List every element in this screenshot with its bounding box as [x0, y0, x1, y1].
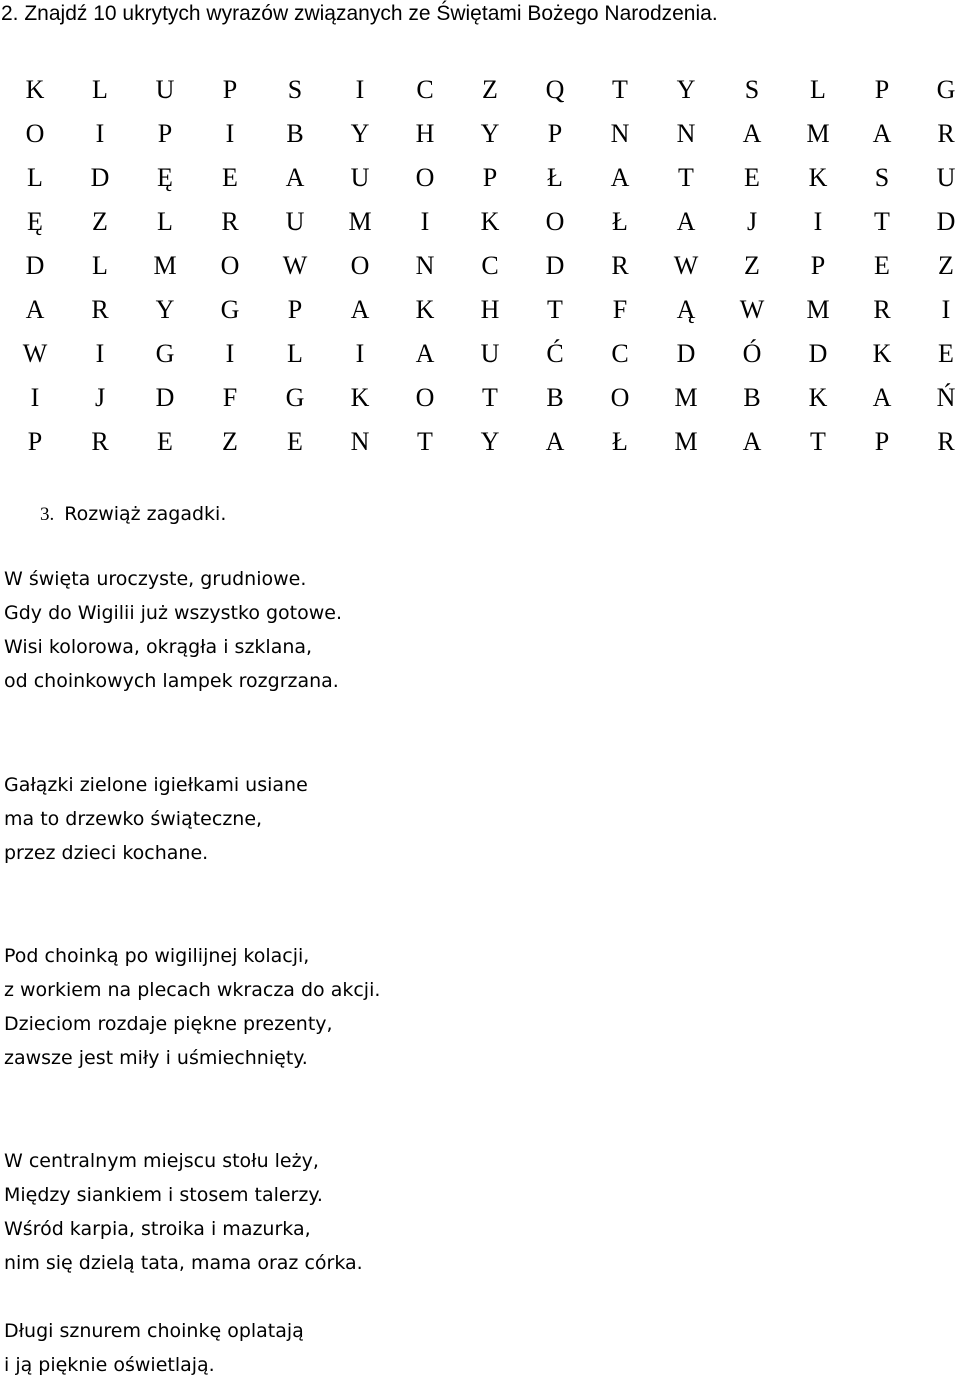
grid-cell: P	[287, 295, 303, 324]
riddle-line: przez dzieci kochane.	[4, 842, 209, 864]
grid-cell: S	[874, 163, 890, 192]
grid-cell: K	[808, 383, 828, 412]
grid-cell: K	[808, 163, 828, 192]
grid-cell: E	[222, 163, 238, 192]
riddle-1	[4, 562, 342, 698]
grid-cell: A	[610, 163, 630, 192]
grid-cell: B	[546, 383, 564, 412]
grid-cell: Ą	[676, 295, 696, 324]
grid-cell: K	[415, 295, 435, 324]
grid-cell: A	[742, 427, 762, 456]
grid-cell: Ó	[742, 339, 762, 368]
riddle-line: W centralnym miejscu stołu leży,	[4, 1150, 319, 1172]
riddle-line: Pod choinką po wigilijnej kolacji,	[4, 945, 310, 967]
grid-cell: R	[91, 427, 109, 456]
grid-cell: E	[157, 427, 173, 456]
grid-cell: W	[673, 251, 699, 280]
grid-cell: Ę	[157, 163, 173, 192]
grid-cell: D	[90, 163, 110, 192]
grid-cell: J	[94, 383, 106, 412]
grid-cell: Q	[545, 75, 565, 104]
task-2-title: 2. Znajdź 10 ukrytych wyrazów związanych ze Świętami Bożego Narodzenia.	[1, 2, 718, 25]
grid-cell: P	[482, 163, 498, 192]
grid-cell: A	[285, 163, 305, 192]
grid-cell: B	[286, 119, 304, 148]
riddle-line: Wśród karpia, stroika i mazurka,	[4, 1218, 311, 1240]
grid-cell: U	[155, 75, 175, 104]
grid-cell: D	[25, 251, 45, 280]
riddle-line: Dzieciom rozdaje piękne prezenty,	[4, 1013, 333, 1035]
grid-cell: O	[25, 119, 45, 148]
grid-cell: Z	[222, 427, 238, 456]
grid-cell: Y	[676, 75, 696, 104]
grid-cell: A	[676, 207, 696, 236]
grid-cell: H	[415, 119, 435, 148]
grid-cell: K	[872, 339, 892, 368]
riddle-line: Długi sznurem choinkę oplatają	[4, 1320, 304, 1342]
grid-cell: Y	[155, 295, 175, 324]
grid-cell: U	[285, 207, 305, 236]
riddle-2	[4, 768, 308, 870]
grid-cell: L	[92, 75, 108, 104]
grid-cell: Y	[480, 427, 500, 456]
grid-cell: Ć	[546, 339, 564, 368]
grid-cell: C	[481, 251, 499, 280]
task-3-number: 3.	[40, 504, 55, 525]
riddle-line: Między siankiem i stosem talerzy.	[4, 1184, 323, 1206]
grid-cell: L	[92, 251, 108, 280]
grid-cell: N	[610, 119, 630, 148]
grid-cell: T	[874, 207, 890, 236]
grid-cell: P	[222, 75, 238, 104]
grid-cell: E	[287, 427, 303, 456]
grid-cell: I	[95, 339, 105, 368]
riddle-line: nim się dzielą tata, mama oraz córka.	[4, 1252, 363, 1274]
grid-cell: I	[225, 339, 235, 368]
grid-cell: L	[287, 339, 303, 368]
grid-row	[0, 68, 960, 112]
grid-cell: G	[155, 339, 175, 368]
riddle-line: Gałązki zielone igiełkami usiane	[4, 774, 308, 796]
grid-cell: A	[415, 339, 435, 368]
grid-row	[0, 288, 960, 332]
grid-cell: S	[744, 75, 760, 104]
grid-cell: K	[350, 383, 370, 412]
task-3-title: Rozwiąż zagadki.	[64, 503, 227, 525]
grid-row	[0, 200, 960, 244]
grid-cell: C	[416, 75, 434, 104]
grid-cell: W	[22, 339, 48, 368]
grid-row	[0, 420, 960, 464]
grid-cell: R	[937, 427, 955, 456]
grid-cell: A	[872, 119, 892, 148]
grid-cell: D	[155, 383, 175, 412]
grid-cell: Ł	[547, 163, 563, 192]
grid-cell: Z	[92, 207, 108, 236]
grid-cell: A	[872, 383, 892, 412]
grid-cell: M	[674, 427, 698, 456]
grid-cell: D	[545, 251, 565, 280]
grid-row	[0, 332, 960, 376]
riddle-line: i ją pięknie oświetlają.	[4, 1354, 215, 1376]
grid-cell: Ł	[612, 427, 628, 456]
grid-cell: S	[287, 75, 303, 104]
grid-cell: I	[225, 119, 235, 148]
grid-cell: Z	[482, 75, 498, 104]
grid-cell: N	[415, 251, 435, 280]
grid-cell: O	[610, 383, 630, 412]
grid-cell: A	[742, 119, 762, 148]
task-3-heading	[40, 503, 226, 526]
grid-cell: R	[611, 251, 629, 280]
grid-cell: T	[482, 383, 498, 412]
grid-cell: T	[678, 163, 694, 192]
grid-cell: A	[545, 427, 565, 456]
grid-cell: Y	[480, 119, 500, 148]
grid-cell: M	[806, 295, 830, 324]
grid-cell: M	[674, 383, 698, 412]
grid-cell: P	[547, 119, 563, 148]
grid-cell: F	[222, 383, 238, 412]
grid-cell: R	[91, 295, 109, 324]
riddle-3	[4, 939, 380, 1075]
grid-cell: M	[153, 251, 177, 280]
grid-cell: Ń	[936, 383, 956, 412]
grid-cell: A	[350, 295, 370, 324]
grid-cell: O	[415, 383, 435, 412]
grid-cell: P	[874, 75, 890, 104]
grid-cell: A	[25, 295, 45, 324]
grid-cell: J	[746, 207, 758, 236]
grid-cell: I	[355, 339, 365, 368]
riddle-line: W święta uroczyste, grudniowe.	[4, 568, 307, 590]
grid-cell: C	[611, 339, 629, 368]
grid-cell: I	[813, 207, 823, 236]
grid-cell: G	[936, 75, 956, 104]
grid-cell: U	[936, 163, 956, 192]
riddle-line: Gdy do Wigilii już wszystko gotowe.	[4, 602, 343, 624]
grid-cell: N	[350, 427, 370, 456]
riddle-line: zawsze jest miły i uśmiechnięty.	[4, 1047, 308, 1069]
grid-cell: R	[221, 207, 239, 236]
grid-cell: P	[874, 427, 890, 456]
grid-cell: N	[676, 119, 696, 148]
grid-cell: I	[30, 383, 40, 412]
riddle-line: ma to drzewko świąteczne,	[4, 808, 263, 830]
grid-cell: D	[676, 339, 696, 368]
grid-row	[0, 112, 960, 156]
grid-cell: I	[941, 295, 951, 324]
wordsearch-grid	[0, 68, 960, 464]
grid-cell: R	[873, 295, 891, 324]
riddle-line: Wisi kolorowa, okrągła i szklana,	[4, 636, 313, 658]
grid-cell: O	[220, 251, 240, 280]
riddle-line: z workiem na plecach wkracza do akcji.	[4, 979, 381, 1001]
grid-cell: Ł	[612, 207, 628, 236]
grid-cell: K	[480, 207, 500, 236]
grid-cell: R	[937, 119, 955, 148]
grid-cell: W	[739, 295, 765, 324]
grid-cell: Z	[938, 251, 954, 280]
grid-cell: K	[25, 75, 45, 104]
grid-cell: W	[282, 251, 308, 280]
grid-cell: D	[808, 339, 828, 368]
grid-cell: U	[480, 339, 500, 368]
grid-cell: G	[220, 295, 240, 324]
grid-cell: T	[612, 75, 628, 104]
grid-cell: T	[417, 427, 433, 456]
grid-cell: L	[27, 163, 43, 192]
grid-cell: P	[810, 251, 826, 280]
grid-cell: Ę	[27, 207, 43, 236]
grid-cell: L	[810, 75, 826, 104]
grid-cell: T	[547, 295, 563, 324]
riddle-line: od choinkowych lampek rozgrzana.	[4, 670, 339, 692]
grid-cell: P	[157, 119, 173, 148]
grid-cell: M	[806, 119, 830, 148]
grid-cell: F	[612, 295, 628, 324]
riddle-4	[4, 1144, 363, 1280]
grid-cell: T	[810, 427, 826, 456]
grid-row	[0, 376, 960, 420]
grid-row	[0, 156, 960, 200]
grid-row	[0, 244, 960, 288]
grid-cell: L	[157, 207, 173, 236]
riddle-5	[4, 1314, 304, 1382]
grid-cell: I	[355, 75, 365, 104]
grid-cell: D	[936, 207, 956, 236]
grid-cell: U	[350, 163, 370, 192]
grid-cell: E	[938, 339, 954, 368]
grid-cell: M	[348, 207, 372, 236]
grid-cell: H	[480, 295, 500, 324]
grid-cell: E	[744, 163, 760, 192]
grid-cell: G	[285, 383, 305, 412]
grid-cell: B	[743, 383, 761, 412]
grid-cell: O	[415, 163, 435, 192]
grid-cell: E	[874, 251, 890, 280]
grid-cell: I	[420, 207, 430, 236]
grid-cell: Y	[350, 119, 370, 148]
grid-cell: O	[545, 207, 565, 236]
grid-cell: Z	[744, 251, 760, 280]
grid-cell: P	[27, 427, 43, 456]
grid-cell: I	[95, 119, 105, 148]
grid-cell: O	[350, 251, 370, 280]
